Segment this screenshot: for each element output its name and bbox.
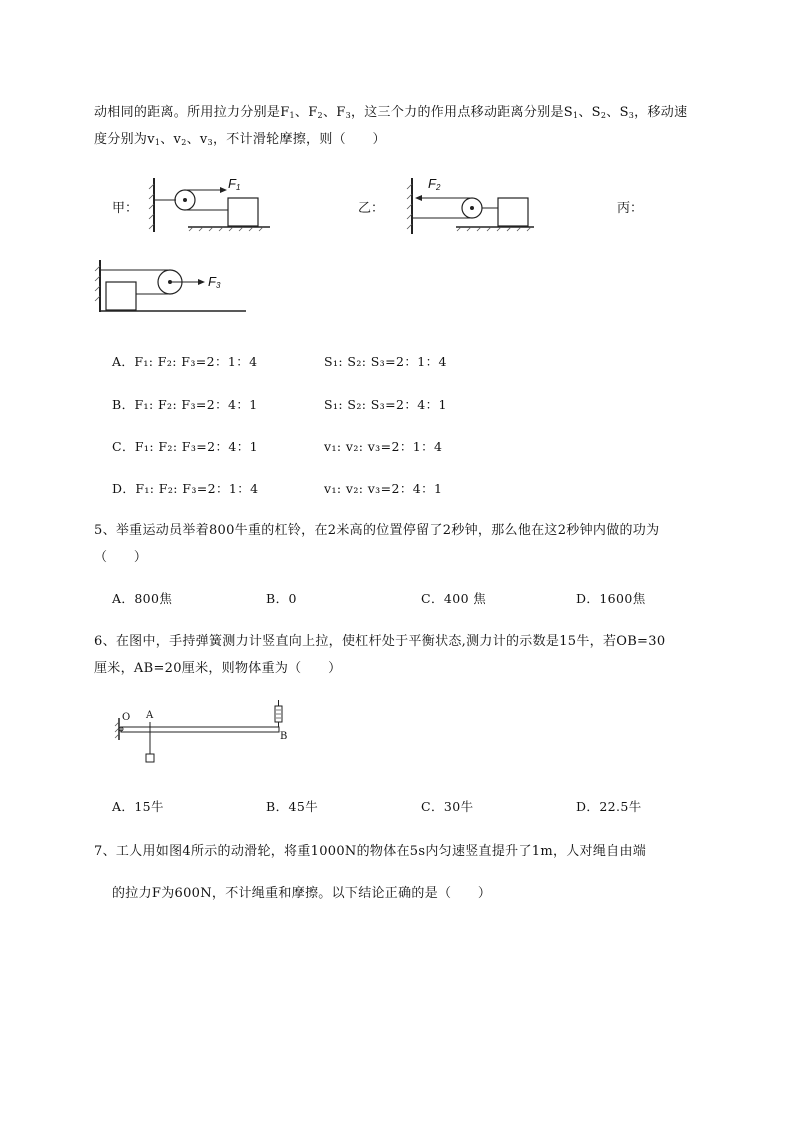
q6-option-d[interactable]: D．22.5牛 <box>576 799 642 814</box>
force-label-f3: $F_3$ <box>208 274 221 290</box>
q5-option-a[interactable]: A．800焦 <box>112 591 173 606</box>
q4-option-d[interactable]: D．F₁: F₂: F₃=2：1：4 <box>112 481 259 496</box>
q5-stem-line1: 5、举重运动员举着800牛重的杠铃，在2米高的位置停留了2秒钟，那么他在这2秒钟内做的功为 <box>94 523 660 538</box>
q5-stem-line2: （ ） <box>94 550 148 565</box>
q6-option-c[interactable]: C．30牛 <box>421 799 474 814</box>
q6-stem-line1: 6、在图中，手持弹簧测力计竖直向上拉，使杠杆处于平衡状态,测力计的示数是15牛，若OB=30 <box>94 634 666 649</box>
q4-stem-line1: 动相同的距离。所用拉力分别是$F_1$、$F_2$、$F_3$，这三个力的作用点移动距离分别是$S_1$、$S_2$、$S_3$，移动速 <box>94 105 688 120</box>
lever-label-a: A <box>146 710 154 721</box>
q4-option-c[interactable]: C．F₁: F₂: F₃=2：4：1 <box>112 439 259 454</box>
force-label-f1: $F_1$ <box>228 176 241 192</box>
q6-stem-line2: 厘米，AB=20厘米，则物体重为（ ） <box>94 661 342 676</box>
q5-option-d[interactable]: D．1600焦 <box>576 591 646 606</box>
q4-stem-line2: 度分别为$v_1$、$v_2$、$v_3$，不计滑轮摩擦，则（ ） <box>94 132 386 147</box>
force-label-f2: $F_2$ <box>428 176 441 192</box>
lever-label-o: O <box>122 712 131 723</box>
figure-label-jia: 甲： <box>112 201 139 216</box>
q4-option-b[interactable]: B．F₁: F₂: F₃=2：4：1 <box>112 397 258 412</box>
q4-option-a-ratio: S₁: S₂: S₃=2：1：4 <box>324 354 447 369</box>
lever-figure <box>112 700 297 766</box>
pulley-figure-yi <box>406 176 536 238</box>
q4-option-a[interactable]: A．F₁: F₂: F₃=2：1：4 <box>112 354 258 369</box>
q5-option-c[interactable]: C．400 焦 <box>421 591 487 606</box>
pulley-figure-bing <box>94 258 254 316</box>
q4-option-b-ratio: S₁: S₂: S₃=2：4：1 <box>324 397 447 412</box>
lever-label-b: B <box>280 731 288 742</box>
q4-option-d-ratio: v₁: v₂: v₃=2：4：1 <box>324 481 443 496</box>
q7-stem-line1: 7、工人用如图4所示的动滑轮，将重1000N的物体在5s内匀速竖直提升了1m，人对绳自由端 <box>94 844 647 859</box>
q4-option-c-ratio: v₁: v₂: v₃=2：1：4 <box>324 439 443 454</box>
q6-option-a[interactable]: A．15牛 <box>112 799 164 814</box>
q7-stem-line2: 的拉力F为600N，不计绳重和摩擦。以下结论正确的是（ ） <box>112 886 492 901</box>
figure-label-yi: 乙： <box>358 201 385 216</box>
q6-option-b[interactable]: B．45牛 <box>266 799 319 814</box>
figure-label-bing: 丙： <box>617 201 644 216</box>
q5-option-b[interactable]: B．0 <box>266 591 297 606</box>
pulley-figure-jia <box>148 170 278 236</box>
